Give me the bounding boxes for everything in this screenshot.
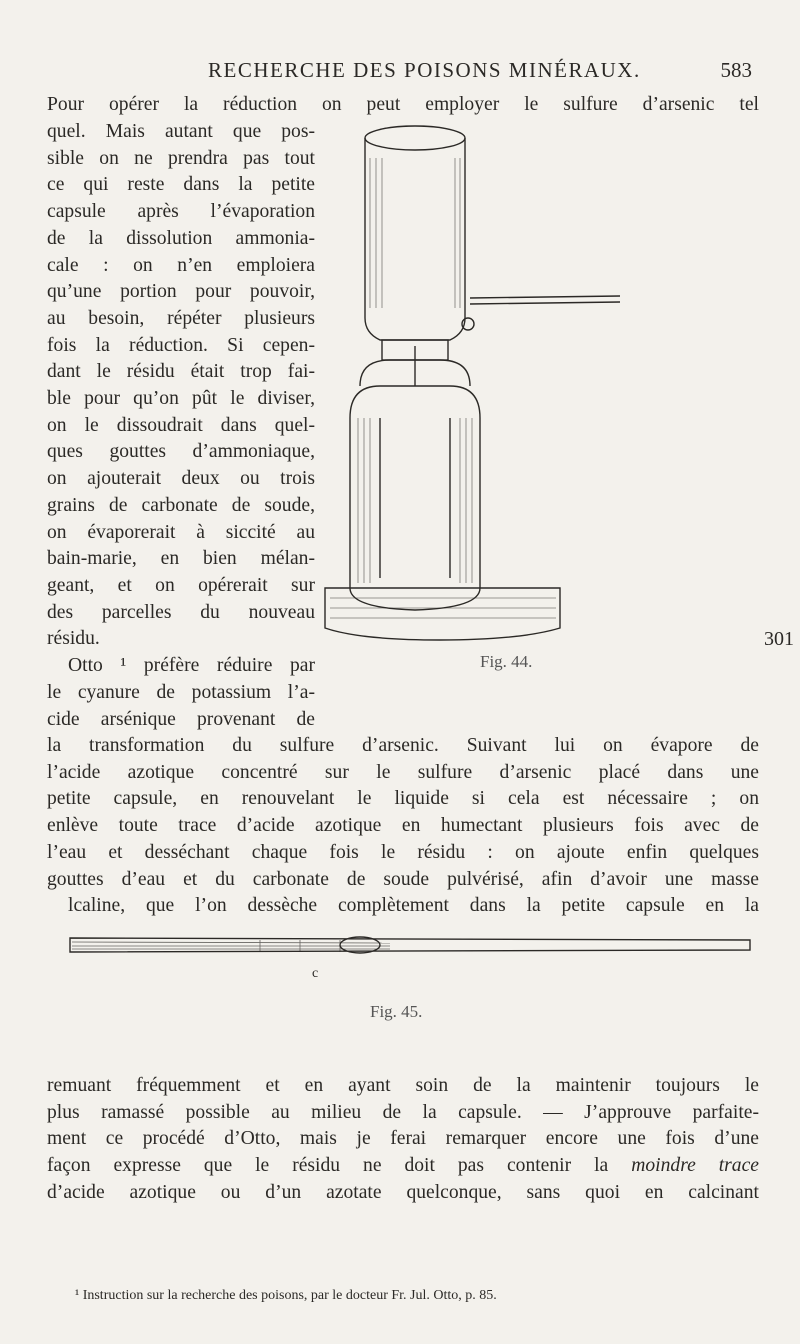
text-line: remuant fréquemment et en ayant soin de la maintenir toujours le: [47, 1075, 759, 1096]
paragraph-2-wide: [47, 733, 759, 893]
text-line: Otto ¹ préfère réduire par: [68, 655, 315, 676]
text-segment: façon expresse que le résidu ne doit pas contenir la: [47, 1155, 609, 1177]
margin-number: 301: [764, 628, 794, 650]
text-line: Pour opérer la réduction on peut employer le sulfure d’arsenic tel: [47, 94, 759, 115]
paragraph-2-narrow-b: [47, 680, 315, 733]
text-line: cide arsénique provenant de: [47, 708, 315, 730]
text-line: lcaline, que l’on dessèche complètement dans la petite capsule en la: [68, 895, 759, 916]
text-line: sible on ne prendra pas tout: [47, 147, 315, 169]
paragraph-3: [47, 1073, 759, 1207]
text-line: le cyanure de potassium l’a-: [47, 682, 315, 703]
paragraph-1: [47, 92, 759, 119]
text-line: capsule après l’évaporation: [47, 201, 315, 223]
paragraph-1-narrow: [47, 119, 315, 653]
text-line: gouttes d’eau et du carbonate de soude pulvérisé, afin d’avoir une masse: [47, 868, 759, 890]
italic-phrase: moindre trace: [631, 1155, 759, 1177]
text-line: au besoin, répéter plusieurs: [47, 307, 315, 329]
text-line: ment ce procédé d’Otto, mais je ferai remarquer encore une fois d’une: [47, 1128, 759, 1150]
text-line: ce qui reste dans la petite: [47, 174, 315, 196]
figure-44-caption: Fig. 44.: [480, 652, 533, 671]
text-line: ble pour qu’on pût le diviser,: [47, 388, 315, 410]
paragraph-2-last: [68, 893, 759, 920]
figure-45-letter: c: [312, 966, 319, 981]
figure-45-tube: [60, 930, 760, 964]
paragraph-2-narrow: [68, 653, 315, 680]
text-line: geant, et on opérerait sur: [47, 574, 315, 596]
text-line: résidu.: [47, 628, 100, 650]
footnote: ¹ Instruction sur la recherche des poisons, par le docteur Fr. Jul. Otto, p. 85.: [75, 1288, 497, 1303]
text-line: l’acide azotique concentré sur le sulfure d’arsenic placé dans une: [47, 761, 759, 783]
text-line: [47, 1153, 759, 1180]
text-line: de la dissolution ammonia-: [47, 227, 315, 249]
text-line: fois la réduction. Si cepen-: [47, 334, 315, 356]
text-line: plus ramassé possible au milieu de la capsule. — J’approuve parfaite-: [47, 1101, 759, 1123]
text-line: grains de carbonate de soude,: [47, 494, 315, 516]
text-line: des parcelles du nouveau: [47, 601, 315, 623]
text-line: cale : on n’en emploiera: [47, 254, 315, 276]
text-line: bain-marie, en bien mélan-: [47, 548, 315, 570]
page-number: 583: [720, 58, 752, 82]
text-line: enlève toute trace d’acide azotique en humectant plusieurs fois avec de: [47, 815, 759, 837]
text-line: on le dissoudrait dans quel-: [47, 414, 315, 436]
page-header: [0, 52, 800, 84]
text-line: on ajouterait deux ou trois: [47, 468, 315, 490]
text-line: on évaporerait à siccité au: [47, 521, 315, 543]
text-line: l’eau et desséchant chaque fois le résidu : on ajoute enfin quelques: [47, 841, 759, 863]
text-line: quel. Mais autant que pos-: [47, 121, 315, 142]
text-line: dant le résidu était trop fai-: [47, 361, 315, 383]
figure-45-caption: Fig. 45.: [370, 1002, 423, 1021]
figure-44-apparatus: [320, 118, 700, 648]
text-line: d’acide azotique ou d’un azotate quelconque, sans quoi en calcinant: [47, 1181, 759, 1203]
text-line: la transformation du sulfure d’arsenic. Suivant lui on évapore de: [47, 735, 759, 756]
text-line: petite capsule, en renouvelant le liquide si cela est nécessaire ; on: [47, 788, 759, 810]
text-line: ques gouttes d’ammoniaque,: [47, 441, 315, 463]
running-title: RECHERCHE DES POISONS MINÉRAUX.: [208, 58, 641, 82]
text-line: qu’une portion pour pouvoir,: [47, 281, 315, 303]
